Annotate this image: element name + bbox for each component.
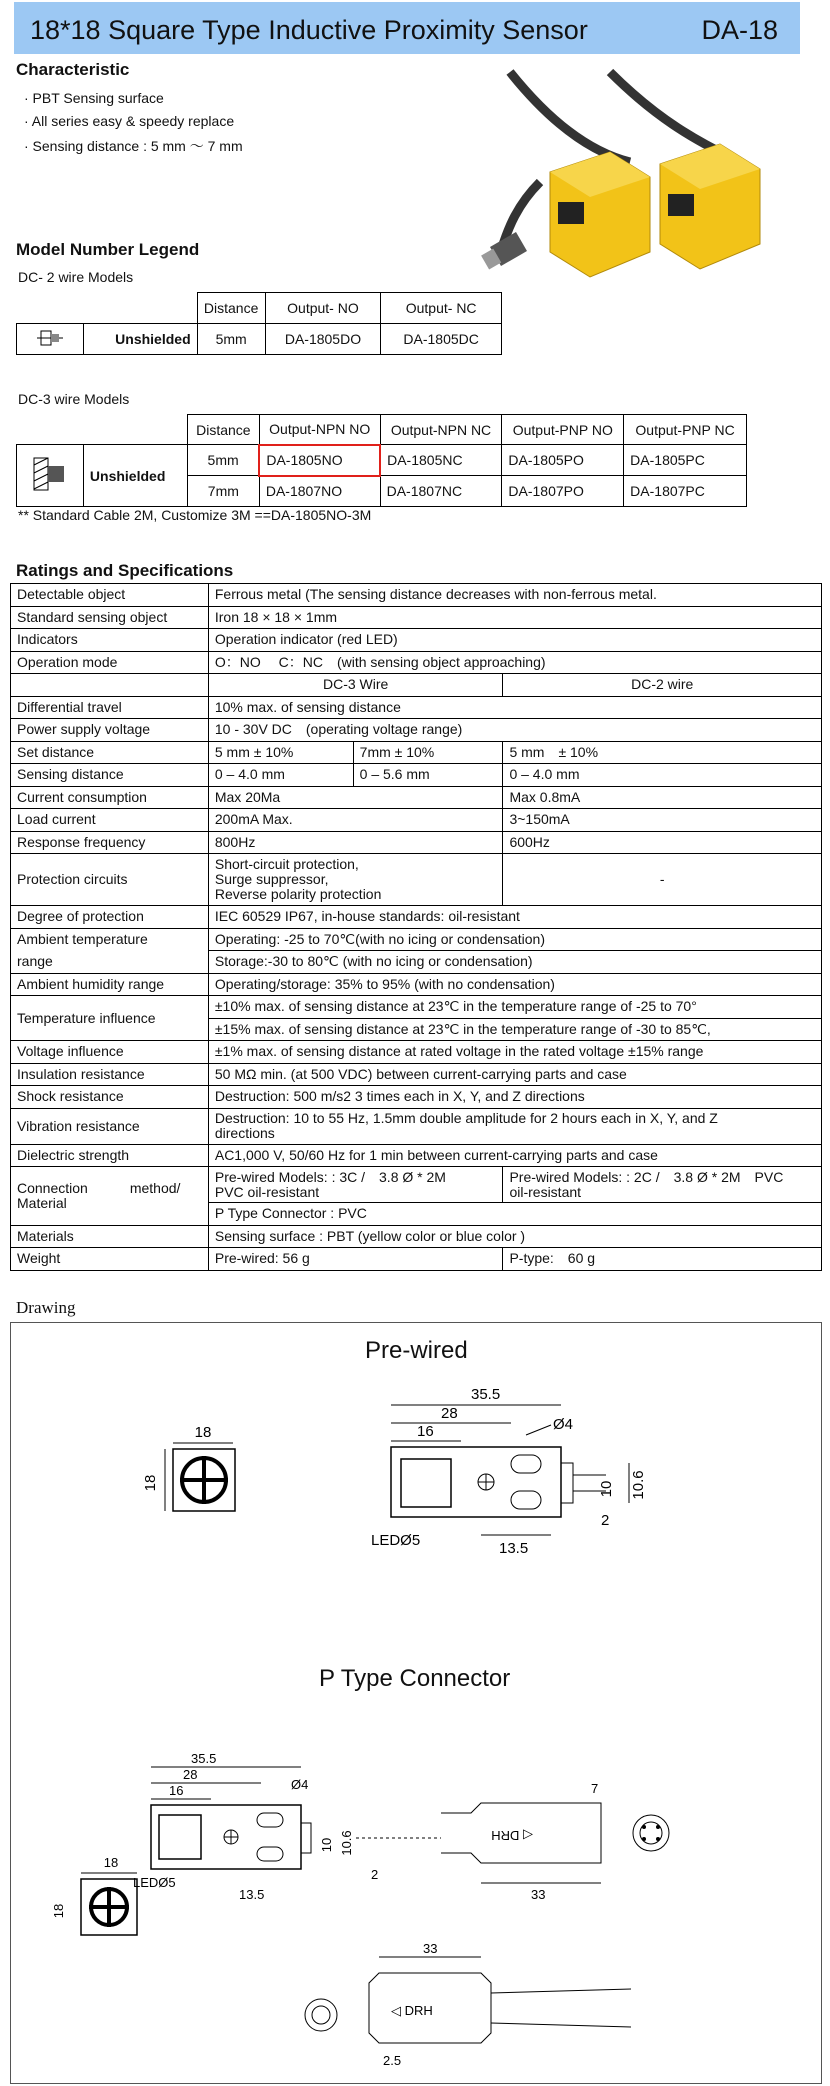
dim-label: 18 [51,1903,66,1919]
page-title: 18*18 Square Type Inductive Proximity Sensor [30,15,588,45]
spec-value: AC1,000 V, 50/60 Hz for 1 min between current-carrying parts and case [208,1144,821,1167]
ptype-title: P Type Connector [319,1665,511,1692]
dc3-label: DC-3 wire Models [18,391,130,407]
dim-label: 18 [103,1855,119,1870]
spec-line: Connection method/ [17,1179,181,1196]
characteristic-heading: Characteristic [16,60,130,79]
prewired-side-view [371,1385,691,1555]
spec-value: Max 20Ma [208,786,503,809]
spec-value: 7mm ± 10% [353,741,503,764]
spec-label: Voltage influence [11,1041,209,1064]
spec-label: Load current [11,809,209,832]
spec-value: ±1% max. of sensing distance at rated voltage in the rated voltage ±15% range [208,1041,821,1064]
table-cell: DA-1807NO [259,476,380,507]
sensor-icon [17,445,84,507]
table-cell: DA-1807PO [502,476,624,507]
spec-value: 10% max. of sensing distance [208,696,821,719]
dim-label: 10.6 [630,1470,647,1500]
spec-line: Pre-wired Models: : 2C / 3.8 Ø * 2M PVC [509,1168,784,1185]
spec-value: 10 - 30V DC (operating voltage range) [208,719,821,742]
spec-value: - [503,854,822,906]
spec-value: P Type Connector : PVC [208,1203,821,1226]
spec-subheader: DC-3 Wire [208,674,503,697]
spec-value: 0 – 5.6 mm [353,764,503,787]
spec-value: 5 mm ± 10% [208,741,353,764]
dc3-table [16,414,747,507]
dim-label: 10 [598,1480,615,1498]
header-cell: Distance [197,293,265,324]
legend-heading: Model Number Legend [16,240,200,259]
connector-label: ◁ DRH [491,1828,533,1843]
header-cell: Distance [187,415,259,445]
dim-label: 33 [423,1943,438,1956]
dim-label: 16 [417,1423,434,1440]
spec-value: Max 0.8mA [503,786,822,809]
spec-value: 3~150mA [503,809,822,832]
spec-line: Short-circuit protection, [214,856,359,872]
header-cell: Output-PNP NO [502,415,624,445]
spec-value: ±15% max. of sensing distance at 23℃ in the temperature range of -30 to 85℃, [208,1018,821,1041]
spec-value: 200mA Max. [208,809,503,832]
spec-value [208,1108,821,1144]
spec-value: ±10% max. of sensing distance at 23℃ in the temperature range of -25 to 70° [208,996,821,1019]
spec-line: oil-resistant [509,1183,582,1200]
dim-label: 10.6 [339,1830,354,1856]
spec-label: Operation mode [11,651,209,674]
dim-label: 10 [319,1837,334,1853]
dim-label: 28 [441,1405,458,1422]
spec-line: Reverse polarity protection [214,886,382,902]
model-code: DA-18 [701,15,778,45]
spec-label: Temperature influence [11,996,209,1041]
spec-value: Operation indicator (red LED) [208,629,821,652]
spec-value: 0 – 4.0 mm [208,764,353,787]
spec-label: Degree of protection [11,906,209,929]
spec-label: Indicators [11,629,209,652]
spec-value: Ferrous metal (The sensing distance decreases with non-ferrous metal. [208,584,821,607]
spec-line: Surge suppressor, [214,871,329,887]
led-label: LEDØ5 [371,1532,421,1549]
dim-label: 18 [142,1474,159,1492]
dim-label: 2 [371,1867,379,1882]
spec-value: Storage:-30 to 80℃ (with no icing or condensation) [208,951,821,974]
spec-line: Material [17,1194,67,1211]
ratings-table [10,583,822,1271]
dc2-label: DC- 2 wire Models [18,269,134,285]
spec-label [11,1167,209,1226]
dc2-table [16,292,502,355]
dim-label: 2 [601,1512,610,1529]
characteristic-item: · PBT Sensing surface [24,90,164,106]
table-cell: DA-1805PC [624,445,747,476]
spec-line: directions [214,1125,275,1141]
dim-label: 13.5 [239,1887,265,1902]
spec-value: 0 – 4.0 mm [503,764,822,787]
table-cell: DA-1805PO [502,445,624,476]
spec-label: Vibration resistance [11,1108,209,1144]
spec-value: Pre-wired: 56 g [208,1248,503,1271]
characteristic-item: · All series easy & speedy replace [24,113,235,129]
dim-label: 13.5 [499,1540,529,1555]
spec-label: Ambient temperature [11,928,209,951]
spec-label: Set distance [11,741,209,764]
dim-label: Ø4 [553,1416,574,1433]
connector-bottom-view [291,1943,711,2073]
sensor-icon [17,324,84,355]
table-cell: 5mm [197,324,265,355]
dim-label: 33 [531,1887,546,1902]
spec-label: Sensing distance [11,764,209,787]
spec-value: 5 mm ± 10% [503,741,822,764]
spec-value [208,1167,503,1203]
spec-value: 600Hz [503,831,822,854]
spec-label: Insulation resistance [11,1063,209,1086]
spec-line: PVC oil-resistant [214,1183,320,1200]
spec-value: IEC 60529 IP67, in-house standards: oil-resistant [208,906,821,929]
spec-value: O：NO C：NC (with sensing object approaching) [208,651,821,674]
table-cell: DA-1805NC [380,445,502,476]
dim-label: 16 [169,1783,184,1798]
dim-label: 35.5 [191,1753,217,1766]
spec-label: range [11,951,209,974]
dim-label: 2.5 [383,2053,402,2068]
spec-label: Differential travel [11,696,209,719]
prewired-title: Pre-wired [365,1337,468,1364]
type-cell: Unshielded [83,324,197,355]
spec-value: Operating: -25 to 70℃(with no icing or condensation) [208,928,821,951]
led-label: LEDØ5 [133,1875,176,1890]
spec-value: Destruction: 500 m/s2 3 times each in X, Y, and Z directions [208,1086,821,1109]
spec-label: Materials [11,1225,209,1248]
spec-label: Standard sensing object [11,606,209,629]
spec-value [208,854,503,906]
spec-label: Power supply voltage [11,719,209,742]
ratings-heading: Ratings and Specifications [16,561,234,580]
header-cell: Output-NPN NO [259,415,380,445]
dim-label: 18 [194,1424,212,1441]
dim-label: 35.5 [471,1386,501,1403]
dim-label: 28 [183,1767,198,1782]
type-cell: Unshielded [83,445,187,507]
table-cell: DA-1805DO [265,324,381,355]
product-photo [470,62,820,302]
spec-value: Operating/storage: 35% to 95% (with no condensation) [208,973,821,996]
spec-value: Sensing surface : PBT (yellow color or blue color ) [208,1225,821,1248]
spec-value: P-type: 60 g [503,1248,822,1271]
table-cell: DA-1805DC [381,324,502,355]
connector-label: ◁ DRH [391,2003,433,2018]
header-cell: Output-PNP NC [624,415,747,445]
spec-value: 800Hz [208,831,503,854]
spec-line: Pre-wired Models: : 3C / 3.8 Ø * 2M [214,1168,446,1185]
spec-value [503,1167,822,1203]
spec-line: Destruction: 10 to 55 Hz, 1.5mm double amplitude for 2 hours each in X, Y, and Z [214,1110,718,1126]
spec-label: Ambient humidity range [11,973,209,996]
characteristic-item: · Sensing distance : 5 mm ～ 7 mm [24,138,243,154]
drawing-area [10,1322,822,2084]
spec-label: Current consumption [11,786,209,809]
table-cell: DA-1807PC [624,476,747,507]
table-cell: 7mm [187,476,259,507]
spec-value: 50 MΩ min. (at 500 VDC) between current-carrying parts and case [208,1063,821,1086]
prewired-front-view [141,1419,261,1529]
header-cell: Output-NPN NC [380,415,502,445]
dim-label: 7 [591,1781,599,1796]
highlighted-cell: DA-1805NO [259,445,380,476]
table-cell: 5mm [187,445,259,476]
spec-label: Detectable object [11,584,209,607]
table-cell: DA-1807NC [380,476,502,507]
spec-label: Response frequency [11,831,209,854]
drawing-heading: Drawing [16,1298,76,1317]
ptype-side-view [131,1753,691,1923]
spec-value: Iron 18 × 18 × 1mm [208,606,821,629]
header-cell: Output- NO [265,293,381,324]
header-cell: Output- NC [381,293,502,324]
spec-label: Protection circuits [11,854,209,906]
title-bar [14,2,800,54]
spec-label: Weight [11,1248,209,1271]
spec-label: Shock resistance [11,1086,209,1109]
spec-subheader: DC-2 wire [503,674,822,697]
cable-note: ** Standard Cable 2M, Customize 3M ==DA-1805NO-3M [18,507,372,523]
spec-label: Dielectric strength [11,1144,209,1167]
dim-label: Ø4 [291,1777,309,1792]
